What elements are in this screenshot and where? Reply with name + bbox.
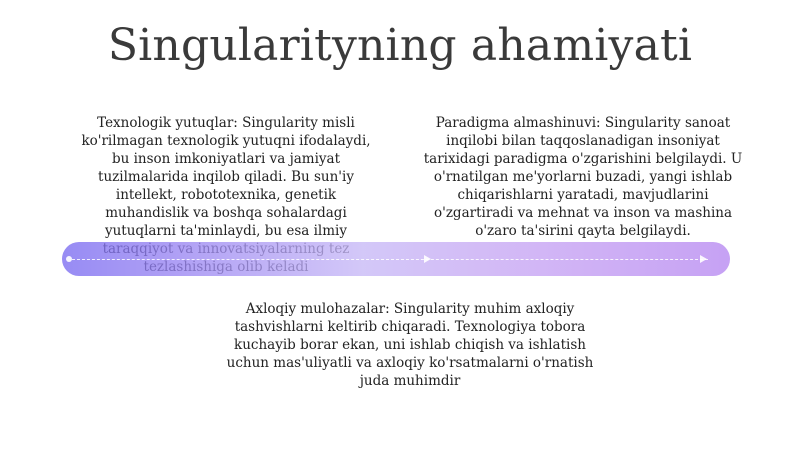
timeline-dashed-line xyxy=(72,259,708,260)
text-block-ethical-considerations: Axloqiy mulohazalar: Singularity muhim axloqiy tashvishlarni keltirib chiqaradi. Texnologiya tobora kuchayib borar ekan, uni ishlab chiqish va ishlatish uchun mas'uliyatli va axloqiy ko'rsatmalarni o'rnatish juda muhimdir xyxy=(226,301,594,389)
text-block-paradigm-shift: Paradigma almashinuvi: Singularity sanoat inqilobi bilan taqqoslanadigan insoniyat tarixidagi paradigma o'zgarishini belgilaydi. U o'rnatilgan me'yorlarni buzadi, yangi ishlab chiqarishlarni yaratadi, mavjudlarini o'zgartiradi va mehnat va inson va mashina o'zaro ta'sirini qayta belgilaydi. xyxy=(423,115,743,239)
timeline-arrow-end-icon xyxy=(700,255,707,263)
timeline-arrow-icon xyxy=(424,255,431,263)
text-block-technological-advances: Texnologik yutuqlar: Singularity misli ko'rilmagan texnologik yutuqni ifodalaydi, bu inson imkoniyatlari va jamiyat tuzilmalarida inqilob qiladi. Bu sun'iy intellekt, robototexnika, genetik muhandislik va boshqa sohalardagi yutuqlarni ta'minlaydi, bu esa ilmiy xyxy=(81,115,371,239)
slide-title: Singularityning ahamiyati xyxy=(107,20,693,71)
timeline-start-dot-icon xyxy=(66,256,72,262)
